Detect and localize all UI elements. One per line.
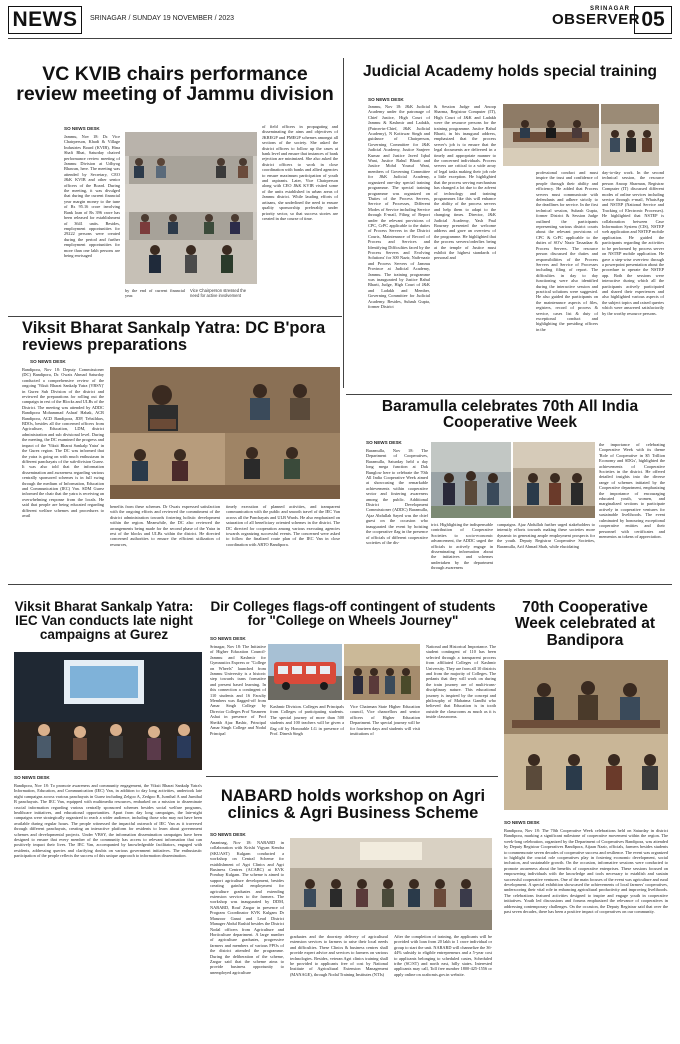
article-4-col1: Baramulla, Nov 18: The Department of Cooperatives, Baramulla, Saturday held a day long mega function at Dak Bunglow here to celebrate the 70th All India Cooperative Week aimed at showcasing the remarkable achievements within cooperative sector and fostering awareness among the public. Additional District Development Commissioner (ADDC) Baramulla, Ajaz Abdullah Sayed was the chief guest on the occasion who inaugurated the event by hoisting the cooperative flag in the presence of officials of different cooperative societies of the dis- bbox=[366, 448, 428, 545]
article-7-body: Bandipora, Nov 18: The 70th Cooperative Week celebrations held on Saturday in district Bandipora, marking a significant milestone of cooperative movement within the region. The week-long celebration, organized by the Department of Cooperatives Bandipora, was attended by Deputy Registrar Cooperatives Bandipora, Aijaan Nazir, officials, farmers besides students to commemorate seven decades of cooperative success and resilience. The event was organized to highlight the crucial role cooperatives play in fostering economic development, social inclusion, and sustainable growth. On the occasion, informative sessions were conducted to promote awareness about the benefits of cooperative enterprises. These sessions focused on empowering individuals with the knowledge and tools necessary to establish and sustain successful cooperative ventures. One of the main focuses of the event was agriculture and rural development. A special exhibition showcased the achievements of local farmers' cooperatives, underscoring their vital role in enhancing agricultural productivity and improving livelihoods. The celebrations featured activities designed to inspire and engage youth in cooperative initiatives. Youth led discussions and forums emphasized the relevance of cooperatives in addressing contemporary challenges. On the occasion, the Deputy Registrar said that over the past seven decades, there has been a positive impact of cooperatives on our community. bbox=[504, 828, 668, 915]
article-5-photo bbox=[14, 652, 202, 770]
article-5-body: Bandipora, Nov 18: To promote awareness and community engagement, the Viksit Bharat Sankalp Yatra's Information, Education, and Communication (IEC) Van, in addition to day long activities, undertook late night campaigns across various panchayats in Gurez including Zelgoo A, Zedgoo B, Jurnihal A and Jurnihal B panchayats. The IEC Van, equipped with multimedia resources, embarked on a mission to disseminate crucial information regarding various centrally sponsored schemes besides social welfare programs, healthcare initiatives, and educational opportunities. Apart from day long campaigns, the late-night campaigns were strategically organized to reach a wider audience, including those who may not have been available during regular hours. The people witnessed the impactful outreach of IEC Van as it traversed through different panchayats, creating an interactive platform for residents to learn about government schemes and developmental projects. Under VBSY, the information dissemination campaigns have been designed to ensure that every member of the community has access to relevant information that can positively impact their lives. The IEC Van, accompanied by knowledgeable facilitators, engaged with residents, addressing queries and clarifying doubts on various government initiatives. The enthusiastic participation of the people reflects the success of this unique approach to information dissemination. bbox=[14, 783, 202, 859]
article-8-byline: SO NEWS DESK bbox=[210, 832, 246, 837]
article-8-col1: Anantnag, Nov 18: NABARD in collaboration with Krishi Vigyan Kendra (SKUAST) Kulgam conducted a workshop on Central Scheme for establishment of Agri Clinics and Agri Business Centres (ACABC) at KVK Pombay Kulgam. The scheme is aimed to support agriculture development, besides creating gainful employment for agriculture graduates and extending extension services to the farmers. The workshop was inaugurated by DDM, NABARD, Rouf Zargar in presence of Program Coordinator KVK Kulgam Dr Manzoor Ganai and Lead District Manager Abdul Rashid besides the District Nodal officers from Agriculture and Horticulture department. A large number of agriculture graduates, progressive farmers and members of various FPOs of the district attended the programme. During the deliberation of the scheme, Zargar said that the scheme aims to provide business opportunity to unemployed agriculture bbox=[210, 840, 284, 975]
dateline: SRINAGAR / SUNDAY 19 NOVEMBER / 2023 bbox=[90, 15, 235, 22]
article-4-photo-1 bbox=[431, 442, 511, 518]
section-name: NEWS bbox=[12, 8, 78, 31]
article-4-col2: trict. Highlighting the indispensable contribution of Cooperative Societies to socio-economic advancement, the ADDC urged the officials to actively engage in disseminating information about the initiatives and schemes undertaken by the department through awareness bbox=[431, 522, 493, 571]
article-4-headline: Baramulla celebrates 70th All India Cooperative Week bbox=[381, 398, 639, 432]
article-3-byline: SO NEWS DESK bbox=[30, 359, 66, 364]
logo-name: OBSERVER bbox=[552, 11, 640, 28]
article-8-headline: NABARD holds workshop on Agri clinics & Agri Business Scheme bbox=[220, 787, 486, 823]
page-number-text: 05 bbox=[641, 8, 665, 31]
article-3-col3: timely execution of planned activities, and transparent communication with the public and smooth travel of the IEC Van across all the Panchayats and ULB Wards. He also emphasized on saturation of all beneficiary oriented schemes in the district. The DC directed for cooperation among various executing agencies towards organizing successful events. The concerned were asked to follow the finalized route plan of the IEC Van in close coordination with ARTO Bandipora. bbox=[226, 504, 340, 547]
article-6-col2: Kashmir Division. Colleges and Principals from Colleges of participating students. The special journey of more than 500 students and 100 teachers will be given a flag off by Honorable LG in presence of Prof. Dinesh Singh bbox=[270, 704, 344, 737]
article-1-col2: by the end of current financial year. bbox=[125, 288, 185, 299]
article-2-col3: professional conduct and must inspire the trust and confidence of people through their ability and efficiency. He added that Process servers must communicate with defendants and adhere strictly to the deadlines for service. In the first technical session, Subash Gupta, former District & Session Judge outlined the participants representing various district courts about the relevant provisions of CPC & CrPC applicable to the duties of SO's/ Nazir Tassadaar & Process Servers. The resource person discussed the duties and responsibilities of the Process Servers and Service of Processes including filing of report. The difficulties in day to day functioning were also identified during the interactive session and practical solutions were suggested. He also guided the participants on the maintenance aspects of files, registers, record of process & service, cases list & duty of exceptional conduct and highlighting the presiding officers in the bbox=[536, 170, 598, 332]
article-6-byline: SO NEWS DESK bbox=[210, 636, 246, 641]
article-2-col2: & Session Judge and Anoop Sharma, Registrar Computer (IT), High Court of J&K and Ladakh were the resource persons for the training programme. Justice Rahul Bharti, in his inaugural address, emphasized that the process server's job is to ensure that the legal documents are delivered in a timely and appropriate manner to the concerned individuals. Process servers are critical to a wide array of legal tasks making their job role a little exception. He highlighted that the process serving mechanism has changed a lot due to the advent of technology and training programmes like this will enhance the ability of the process servers and help them to adapt to the changing times. Director, J&K Judicial Academy, Yash Paul Bourney presented the welcome address and gave an overview of the programme. He highlighted that the process servers/orderlies being at the temple of Justice must exhibit the highest standards of personal and bbox=[434, 104, 496, 261]
article-2-byline: SO NEWS DESK bbox=[368, 97, 404, 102]
article-2-photo-2 bbox=[601, 104, 659, 166]
page-number bbox=[634, 6, 672, 34]
article-8-col3: After the completion of training, the applicants will be provided with loan from 20 lakh to 1 crore individual or group to start the unit. NABARD will channelize the 36-44% subsidy to eligible entrepreneurs and a 5-year cost to applicants belonging to scheduled castes, Scheduled tribe (SC/ST) and north east, hilly states. Interested applicants may call, Toll free number 1800-425-1556 or apply online on acabcmis.gov.in website. bbox=[394, 934, 492, 977]
section-label bbox=[8, 6, 82, 34]
article-4-col4: the importance of celebrating Cooperative Week with its theme 'Role of Cooperative in $5 Trillion Economy and SDGs', highlighted the achievements of Cooperative Societies in the district. He offered detailed insights into the diverse range of schemes initiated by the Cooperative department, emphasizing the importance of encouraging educated youth, women, and marginalized sections to participate actively in cooperative ventures for sustainable livelihoods. The event culminated by honouring exceptional cooperative entities and their personnel with certificates and mementos as tokens of appreciation. bbox=[599, 442, 665, 539]
article-1-photo bbox=[125, 132, 257, 284]
section-rule bbox=[346, 394, 672, 395]
article-6-photo-2 bbox=[344, 644, 420, 700]
article-8-photo bbox=[290, 838, 492, 930]
article-6-col1: Srinagar, Nov 18: The Initiative of Higher Education Council-Jammu and Kashmir for Gymnastics Express or "College on Wheels" launched from Jammu University is a historic step towards trans formative and present based learning. In this connection a contingent of 110 students and 16 Faculty Members was flagged-off from Amar Singh College by Director Colleges Prof Yasmeen Ashai in presence of Prof Sheikh Ajaz Bashir, Principal Amar Singh College and Nodal Principal bbox=[210, 644, 266, 736]
article-7-photo bbox=[504, 660, 668, 810]
article-1-headline: VC KVIB chairs performance review meeting of Jammu division bbox=[16, 63, 334, 106]
section-rule bbox=[206, 776, 498, 777]
article-5-headline: Viksit Bharat Sankalp Yatra: IEC Van conducts late night campaigns at Gurez bbox=[14, 599, 194, 643]
masthead-rule bbox=[8, 38, 672, 39]
article-3-col2: benefits from these schemes. Dr Owais expressed satisfaction with the ongoing efforts and reviewed the commitment of the district administration towards fostering holistic development within the region. Meanwhile, the DC also reviewed the arrangements being made for the second phase of the Yatra in rest of the blocks and ULBs within the district. He directed concerned authorities to ensure the efficient utilization of resources, bbox=[110, 504, 220, 547]
article-2-headline: Judicial Academy holds special training bbox=[362, 63, 657, 80]
article-1-caption: Vice Chairperson stressed the need for active involvement bbox=[190, 288, 247, 298]
article-2-col4: day-to-day work. In the second technical session, the resource person Anoop Sharman, Registrar Computer (IT) discussed different modes of online services including service through e-mail, WhatsApp and NSTEP (National Service and Tracking of Electronic Processes). He highlighted that NSTEP is collaboration between Case Information System (CIS), NSTEP web application and NSTEP mobile application. He guided the participants regarding the activities to be performed by process server on NSTEP mobile application. He gave a step-wise overview through a powerpoint presentation about the procedure to operate the NSTEP app. Both the sessions were interactive during which all the participants actively participated and shared their experiences and also highlighted various aspects of the subject topics and raised queries which were answered satisfactorily by the worthy resource persons. bbox=[602, 170, 664, 316]
article-4-photo-2 bbox=[513, 442, 595, 518]
article-5-byline: SO NEWS DESK bbox=[14, 775, 50, 780]
article-6-photo-1 bbox=[268, 644, 342, 700]
article-8-col2: graduates and the doorstep delivery of agricultural extension services to farmers to raise their local needs and difficulties. These Clinics & business centres shall provide expert advice and services to farmers on various technologies. Besides, veteran Agri clinics training shall be provided to applicants free of cost by National Institute of Agricultural Extension Management (MANAGE), through Nodal Training Institutes (NTIs) bbox=[290, 934, 388, 977]
article-6-col4: National and Historical Importance. The student contingent of 110 has been selected through a transparent process from affiliated Colleges of Kashmir University. They are from all 10 districts and from the majority of Colleges. The pedants that they will work on during the train journey are of multi-trans-disciplinary nature. This educational journey is inspired by the concept and philosophy of Mahatma Gandhi who believed that Education is in tooth outside the classrooms as much as it is inside classrooms. bbox=[426, 644, 496, 720]
article-6-col3: Vice Chairman State Higher Education council, Vice chancellors and senior officers of Higher Education Department. The special journey will be for fourteen days and students will visit institutions of bbox=[350, 704, 420, 737]
article-2-col1: Jammu, Nov 18: J&K Judicial Academy under the patronage of Chief Justice, High Court of Jammu & Kashmir and Ladakh, (Patron-in-Chief, J&K Judicial Academy), N Kotiswar Singh and guidance of Chairperson, Governing Committee for J&K Judicial Academy, Justice Sanjeev Kumar and Justice Javed Iqbal Wani, Justice Rahul Bharti and Justice Mohd Yousuf Wani, members of Governing Committee for J&K Judicial Academy, organized one-day special training programme. The special training programme was organized on 'Duties of the Process Servers, Service of Processes, Different Modes of Service including Service through E-mail, Filing of Report under the relevant provisions of CPC, CrPC applicable to the duties of Process Servers in the District Courts, Maintenance of Record of Process and Services and Identifying Difficulties faced by the Process Servers and Evolving Solutions' for 300 Nazir, Naib-nazir and Process Servers of Jammu Province at Judicial Academy, Jammu. The training programme was inaugurated by Justice Rahul Bharti, Judge, High Court of J&K and Ladakh and Member, Governing Committee for Judicial Academy. Besides, Subash Gupta, former District bbox=[368, 104, 430, 310]
section-rule bbox=[8, 316, 342, 317]
article-1-byline: SO NEWS DESK bbox=[64, 126, 100, 131]
newspaper-logo bbox=[552, 6, 640, 34]
article-4-byline: SO NEWS DESK bbox=[366, 440, 402, 445]
article-6-headline: Dir Colleges flags-off contingent of students for "College on Wheels Journey" bbox=[210, 599, 496, 629]
section-rule bbox=[8, 584, 672, 585]
article-3-col1: Bandipora, Nov 18: Deputy Commissioner (DC) Bandipora, Dr. Owais Ahmad Saturday conducted a comprehensive review of the ongoing 'Viksit Bharat Sankalp Yatra (VBSY)' in Gurez Sub Division of the district and reviewed the preparations for rolling out the campaign in rest of the Blocks and ULBs of the District. The meeting was attended by ADDC Bandipora Mohammad Ashraf Habak, ACR Bandipora, ACD Bandipora, JDP, Tehsildars, BDOs, besides all the concerned officers from Agriculture, Education, LDM, district administration and sub divisional level. During the meeting, the DC examined the progress and impact of the 'Viksit Bharat Sankalp Yatra' in the Gurez region. The DC was informed that the yatra is going on with much enthusiasm in different panchayats of the sub-division Gurez. It was also told that the information dissemination and awareness regarding various centrally sponsored schemes is in full swing through the medium of Information, Education and Communication (IEC) Van. SDM Gurez informed the chair that the yatra is receiving an overwhelming response from the locals. He said that people are being educated regarding different welfare schemes and procedures to avail bbox=[22, 367, 104, 518]
article-3-headline: Viksit Bharat Sankalp Yatra: DC B'pora reviews preparations bbox=[22, 319, 326, 355]
article-1-col1: Jammu, Nov 18: Dr. Vice Chairperson, Khadi & Village Industries Board (KVIB), Hina Shafi Bhat, Saturday chaired performance review meeting of Jammu Division at Udhyog Bhawan, here. The meeting was attended by Secretary, CEO J&K KVIB and other senior officers of the Board. During the meeting, it was divulged that during the current financial year margin money to the tune of Rs 95.16 crore involving Bank loan of Rs 396 crore has been released for establishment of 3641 units. Besides, employment opportunities for 29222 persons were created during the period and further employment opportunities for more than one lakh persons are being envisaged bbox=[64, 134, 120, 258]
article-7-headline: 70th Cooperative Week celebrated at Bandipora bbox=[514, 599, 656, 649]
article-3-photo bbox=[110, 367, 340, 499]
article-7-byline: SO NEWS DESK bbox=[504, 820, 540, 825]
article-2-photo-1 bbox=[503, 104, 599, 166]
article-4-col3: campaigns. Ajaz Abdullah further urged stakeholders to intensify efforts towards making these societies more dynamic in generating ample employment prospects for the youth. Deputy Registrar Cooperative Societies, Baramulla, Arif Ahmad Shah, while elucidating bbox=[497, 522, 595, 549]
article-1-col3: of field officers in propagating and disseminating the aims and objectives of JKREGP and PMEGP schemes amongst all sections of the society. She asked the district officers to follow up the cases at bank level and ensure that instances of bank rejection are minimized. She also asked the district officers to work in close coordination with banks and allied agencies to ensure maximum participation of youth and aspirants. Later, Vice Chairperson along with CEO J&K KVIB visited some of the units established in urban areas of Jammu district. While lauding efforts of artisans, she underlined the need to ensure quality sponsorship preferably under priority sector, so that success stories are created in due course of time. bbox=[262, 124, 338, 221]
column-rule bbox=[343, 58, 344, 388]
logo-city: SRINAGAR bbox=[589, 6, 630, 12]
